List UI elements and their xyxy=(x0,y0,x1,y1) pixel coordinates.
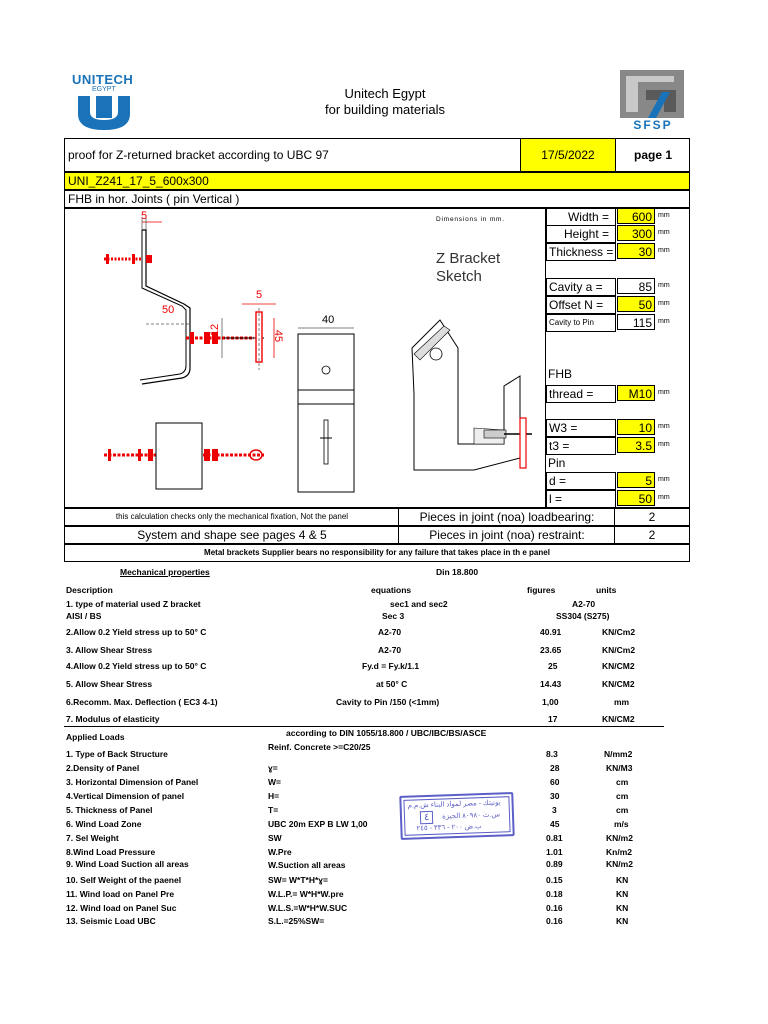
height-unit: mm xyxy=(658,229,670,236)
thickness-value[interactable]: 30 xyxy=(617,243,655,259)
load-eq: T= xyxy=(268,805,279,815)
load-unit: cm xyxy=(616,791,629,801)
offset-label: Offset N = xyxy=(546,296,616,314)
mech-desc: 4.Allow 0.2 Yield stress up to 50° C xyxy=(66,661,207,671)
load-desc: 5. Thickness of Panel xyxy=(66,805,153,815)
load-eq: W.L.P.= W*H*W.pre xyxy=(268,889,344,899)
dim-12: 12 xyxy=(209,323,222,337)
stamp-line-2: س.ت ٨٠٩٨٠ الجيزة xyxy=(441,811,501,821)
load-unit: KN xyxy=(616,889,629,899)
doc-date: 17/5/2022 xyxy=(541,148,595,162)
mech-fig: 25 xyxy=(548,661,558,671)
mech-row xyxy=(66,624,664,640)
dim-45: 45 xyxy=(272,329,285,343)
l-label: l = xyxy=(546,490,616,508)
load-unit: KN/M3 xyxy=(606,763,633,773)
d-unit: mm xyxy=(658,476,670,483)
cavity-to-pin-label: Cavity to Pin xyxy=(546,314,616,332)
load-unit: KN/m2 xyxy=(606,833,633,843)
dimensions-note: Dimensions in mm. xyxy=(436,216,505,223)
logo-right-text: SFSP xyxy=(633,118,673,132)
calc-note: this calculation checks only the mechanical fixation, Not the panel xyxy=(115,512,349,521)
mech-row xyxy=(66,608,664,624)
load-desc: 11. Wind load on Panel Pre xyxy=(66,889,175,899)
mech-fig: 1,00 xyxy=(542,697,559,707)
sfsp-logo xyxy=(618,68,686,132)
t3-unit: mm xyxy=(658,441,670,448)
supplier-note: Metal brackets Supplier bears no responsibility for any failure that takes place in th e panel xyxy=(204,548,550,557)
system-note: System and shape see pages 4 & 5 xyxy=(137,528,327,542)
load-desc: 7. Sel Weight xyxy=(66,833,119,843)
height-value[interactable]: 300 xyxy=(617,225,655,241)
load-eq: W.L.S.=W*H*W.SUC xyxy=(268,903,348,913)
load-desc: 9. Wind Load Suction all areas xyxy=(66,859,189,869)
load-desc: 8.Wind Load Pressure xyxy=(66,847,156,857)
load-unit: cm xyxy=(616,805,629,815)
load-fig: 0.81 xyxy=(546,833,563,843)
loads-standard: according to DIN 1055/18.800 / UBC/IBC/BS/ASCE xyxy=(286,728,487,738)
thread-unit: mm xyxy=(658,389,670,396)
mech-desc: 5. Allow Shear Stress xyxy=(66,679,153,689)
mech-unit: A2-70 xyxy=(572,599,596,609)
load-desc: 13. Seismic Load UBC xyxy=(66,916,156,926)
noa-loadbearing-label: Pieces in joint (noa) loadbearing: xyxy=(419,510,595,524)
loads-divider xyxy=(64,726,664,727)
load-fig: 28 xyxy=(550,763,560,773)
mech-eq: Cavity to Pin /150 (<1mm) xyxy=(336,697,440,707)
mech-unit: KN/CM2 xyxy=(602,661,635,671)
mech-unit: mm xyxy=(614,697,630,707)
mech-desc: 6.Recomm. Max. Deflection ( EC3 4-1) xyxy=(66,697,218,707)
load-fig: 60 xyxy=(550,777,560,787)
load-desc: 6. Wind Load Zone xyxy=(66,819,142,829)
load-fig: 0.89 xyxy=(546,859,563,869)
pin-label: Pin xyxy=(548,456,566,470)
load-eq: UBC 20m EXP B LW 1,00 xyxy=(268,819,368,829)
load-fig: 3 xyxy=(552,805,557,815)
load-eq: ɣ= xyxy=(268,763,278,773)
load-fig: 0.16 xyxy=(546,903,563,913)
col-description: Description xyxy=(66,585,113,595)
load-desc: 10. Self Weight of the paenel xyxy=(66,875,182,885)
height-label: Height = xyxy=(546,225,616,243)
mech-fig: 23.65 xyxy=(540,645,562,655)
offset-unit: mm xyxy=(658,300,670,307)
company-name: Unitech Egypt xyxy=(344,86,426,101)
mech-heading: Mechanical properties xyxy=(120,567,210,577)
fhb-label: FHB xyxy=(548,367,572,381)
unitech-logo xyxy=(70,68,138,132)
t3-label: t3 = xyxy=(546,437,616,455)
mech-fig: 40.91 xyxy=(540,627,562,637)
d-value[interactable]: 5 xyxy=(617,472,655,488)
stamp-line-3: ب.ض ٢٠٠ - ٣٣٦ - ٢٤٥ xyxy=(416,823,482,833)
cavity-to-pin-value: 115 xyxy=(617,314,655,330)
dim-5-top: 5 xyxy=(141,210,148,222)
thread-label: thread = xyxy=(546,385,616,403)
load-eq: W.Pre xyxy=(268,847,292,857)
load-fig: 0.18 xyxy=(546,889,563,899)
load-fig: 45 xyxy=(550,819,560,829)
t3-value[interactable]: 3.5 xyxy=(617,437,655,453)
cavity-unit: mm xyxy=(658,282,670,289)
page-number: page 1 xyxy=(633,148,672,162)
load-unit: Kn/m2 xyxy=(606,847,632,857)
mech-row xyxy=(66,711,664,727)
subtitle: FHB in hor. Joints ( pin Vertical ) xyxy=(68,192,240,206)
dim-50: 50 xyxy=(162,304,175,316)
width-label: Width = xyxy=(546,208,616,226)
noa-restraint-label: Pieces in joint (noa) restraint: xyxy=(429,528,585,542)
load-unit: KN/m2 xyxy=(606,859,633,869)
sketch-caption-2: Sketch xyxy=(436,268,482,285)
mech-din: Din 18.800 xyxy=(436,567,479,577)
col-figures: figures xyxy=(527,585,556,595)
load-unit: KN xyxy=(616,903,629,913)
load-unit: cm xyxy=(616,777,629,787)
load-eq: W.Suction all areas xyxy=(268,860,346,870)
mech-eq: Sec 3 xyxy=(382,611,405,621)
load-eq: H= xyxy=(268,791,280,801)
mech-eq: A2-70 xyxy=(378,627,402,637)
mech-desc: 7. Modulus of elasticity xyxy=(66,714,160,724)
load-eq: SW xyxy=(268,833,282,843)
mech-eq: sec1 and sec2 xyxy=(390,599,448,609)
l-value[interactable]: 50 xyxy=(617,490,655,506)
mech-unit: KN/CM2 xyxy=(602,679,635,689)
load-row xyxy=(66,856,664,872)
mech-unit: KN/Cm2 xyxy=(602,627,636,637)
mech-eq: at 50° C xyxy=(376,679,408,689)
mech-desc: 1. type of material used Z bracket xyxy=(66,599,201,609)
offset-value[interactable]: 50 xyxy=(617,296,655,312)
cavity-label: Cavity a = xyxy=(546,278,616,296)
w3-unit: mm xyxy=(658,423,670,430)
load-desc: 1. Type of Back Structure xyxy=(66,749,168,759)
load-eq: W= xyxy=(268,777,281,787)
load-unit: N/mm2 xyxy=(604,749,633,759)
w3-value[interactable]: 10 xyxy=(617,419,655,435)
load-fig: 0.16 xyxy=(546,916,563,926)
load-unit: m/s xyxy=(614,819,629,829)
dim-5-pin: 5 xyxy=(256,289,263,301)
width-unit: mm xyxy=(658,212,670,219)
company-tagline: for building materials xyxy=(325,102,445,117)
thread-value[interactable]: M10 xyxy=(617,385,655,401)
logo-left-text: UNITECH xyxy=(72,72,134,87)
load-eq: SW= W*T*H*ɣ= xyxy=(268,875,328,885)
w3-label: W3 = xyxy=(546,419,616,437)
thickness-unit: mm xyxy=(658,247,670,254)
loads-heading: Applied Loads xyxy=(66,732,125,742)
stamp-line-1: يونيتك - مصر لمواد البناء ش.م.م xyxy=(407,799,501,810)
load-fig: 30 xyxy=(550,791,560,801)
company-stamp xyxy=(399,792,514,840)
col-equations: equations xyxy=(371,585,412,595)
load-desc: 3. Horizontal Dimension of Panel xyxy=(66,777,199,787)
stamp-number: ٤ xyxy=(420,811,434,824)
mech-row xyxy=(66,694,664,710)
mech-row xyxy=(66,676,664,692)
thickness-label: Thickness = xyxy=(546,243,616,261)
mech-fig: 17 xyxy=(548,714,558,724)
mech-unit: SS304 (S275) xyxy=(556,611,610,621)
width-value[interactable]: 600 xyxy=(617,208,655,224)
dim-40: 40 xyxy=(322,314,335,326)
mech-row xyxy=(66,658,664,674)
load-fig: 1.01 xyxy=(546,847,563,857)
mech-desc: 3. Allow Shear Stress xyxy=(66,645,153,655)
logo-left-sub: EGYPT xyxy=(92,86,116,93)
load-fig: 8.3 xyxy=(546,749,558,759)
mech-row xyxy=(66,642,664,658)
l-unit: mm xyxy=(658,494,670,501)
load-fig: 0.15 xyxy=(546,875,563,885)
load-eq: S.L.=25%SW= xyxy=(268,916,325,926)
bracket-code: UNI_Z241_17_5_600x300 xyxy=(68,174,209,188)
load-eq: Reinf. Concrete >=C20/25 xyxy=(268,742,371,752)
mech-unit: KN/CM2 xyxy=(602,714,635,724)
load-desc: 2.Density of Panel xyxy=(66,763,140,773)
d-label: d = xyxy=(546,472,616,490)
load-desc: 4.Vertical Dimension of panel xyxy=(66,791,185,801)
cavity-to-pin-unit: mm xyxy=(658,318,670,325)
load-unit: KN xyxy=(616,916,629,926)
mech-eq: A2-70 xyxy=(378,645,402,655)
mech-desc: AISI / BS xyxy=(66,611,102,621)
load-desc: 12. Wind load on Panel Suc xyxy=(66,903,177,913)
mech-desc: 2.Allow 0.2 Yield stress up to 50° C xyxy=(66,627,207,637)
mech-unit: KN/Cm2 xyxy=(602,645,636,655)
doc-title: proof for Z-returned bracket according to UBC 97 xyxy=(68,148,329,162)
cavity-value: 85 xyxy=(617,278,655,294)
col-units: units xyxy=(596,585,617,595)
noa-loadbearing-value: 2 xyxy=(648,510,656,524)
load-row xyxy=(66,913,664,929)
mech-eq: Fy.d = Fy.k/1.1 xyxy=(362,661,420,671)
noa-restraint-value: 2 xyxy=(648,528,656,542)
mech-fig: 14.43 xyxy=(540,679,562,689)
sketch-caption-1: Z Bracket xyxy=(436,250,501,267)
load-unit: KN xyxy=(616,875,629,885)
